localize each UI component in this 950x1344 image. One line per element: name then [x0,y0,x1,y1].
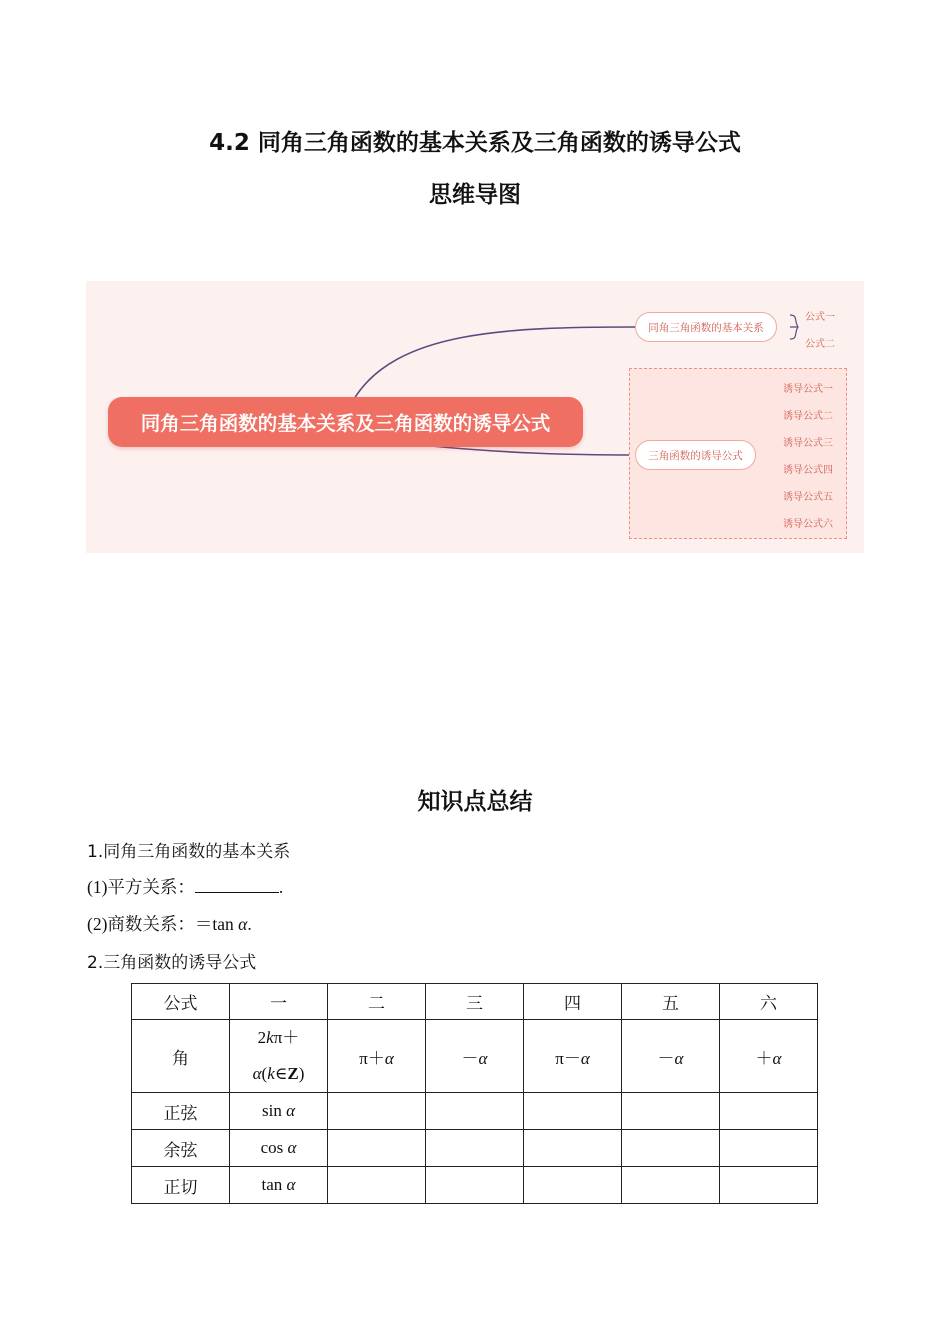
angle-formula-3: －α [426,1020,524,1093]
empty-cell [524,1130,622,1167]
empty-cell [720,1167,818,1204]
table-row-cosine [132,1130,818,1167]
angle-formula-6: ＋α [720,1020,818,1093]
empty-cell [426,1130,524,1167]
connector-leaves-1 [790,315,798,339]
angle-formula-1: 2kπ＋ α(k∈Z) [230,1020,328,1093]
empty-cell [720,1130,818,1167]
square-relation [87,874,283,899]
table-row-sine [132,1093,818,1130]
leaf-induction-5: 诱导公式五 [783,492,833,503]
angle-formula-2: π＋α [328,1020,426,1093]
angle-formula-4: π－α [524,1020,622,1093]
quotient-relation-label: (2)商数关系： [87,914,195,934]
quotient-relation [87,911,252,936]
table-header-cell: 五 [622,984,720,1020]
table-row-tangent [132,1167,818,1204]
square-relation-label: (1)平方关系： [87,877,195,897]
connector-branch-2 [431,446,635,455]
quotient-relation-eq: ＝tan [194,914,239,934]
angle-formula-5: －α [622,1020,720,1093]
table-header-cell: 六 [720,984,818,1020]
leaf-induction-6: 诱导公式六 [783,519,833,530]
table-header-cell: 二 [328,984,426,1020]
fill-in-blank [195,878,279,893]
mind-map-root: 同角三角函数的基本关系及三角函数的诱导公式 [108,397,583,447]
fn-cell: cos α [230,1130,328,1167]
empty-cell [524,1093,622,1130]
leaf-formula-1: 公式一 [805,312,835,323]
row-label: 角 [132,1020,230,1093]
fn-cell: tan α [230,1167,328,1204]
empty-cell [622,1130,720,1167]
row-label: 正弦 [132,1093,230,1130]
leaf-induction-2: 诱导公式二 [783,411,833,422]
row-label: 正切 [132,1167,230,1204]
section-basic-relations: 1.同角三角函数的基本关系 [87,842,291,862]
mind-map [86,281,864,553]
empty-cell [426,1167,524,1204]
page-title: 4.2 同角三角函数的基本关系及三角函数的诱导公式 [209,130,741,156]
leaf-induction-3: 诱导公式三 [783,438,833,449]
summary-heading: 知识点总结 [417,789,533,815]
connector-branch-1 [354,327,635,399]
table-header-cell: 公式 [132,984,230,1020]
table-header-cell: 一 [230,984,328,1020]
empty-cell [720,1093,818,1130]
section-induction-formulas: 2.三角函数的诱导公式 [87,953,257,973]
alpha-symbol: α [238,914,248,934]
square-relation-end: . [278,877,284,897]
branch-basic-relations: 同角三角函数的基本关系 [635,312,777,342]
empty-cell [524,1167,622,1204]
empty-cell [328,1130,426,1167]
empty-cell [328,1093,426,1130]
leaf-formula-2: 公式二 [805,339,835,350]
branch-induction-formulas: 三角函数的诱导公式 [635,440,756,470]
mindmap-heading: 思维导图 [429,182,521,208]
leaf-induction-4: 诱导公式四 [783,465,833,476]
quotient-relation-end: . [247,914,252,934]
empty-cell [622,1167,720,1204]
empty-cell [622,1093,720,1130]
table-row-angle [132,1020,818,1093]
fn-cell: sin α [230,1093,328,1130]
empty-cell [426,1093,524,1130]
row-label: 余弦 [132,1130,230,1167]
table-header-row [132,984,818,1020]
table-header-cell: 四 [524,984,622,1020]
leaf-induction-1: 诱导公式一 [783,384,833,395]
table-header-cell: 三 [426,984,524,1020]
empty-cell [328,1167,426,1204]
induction-formula-table [131,983,818,1204]
